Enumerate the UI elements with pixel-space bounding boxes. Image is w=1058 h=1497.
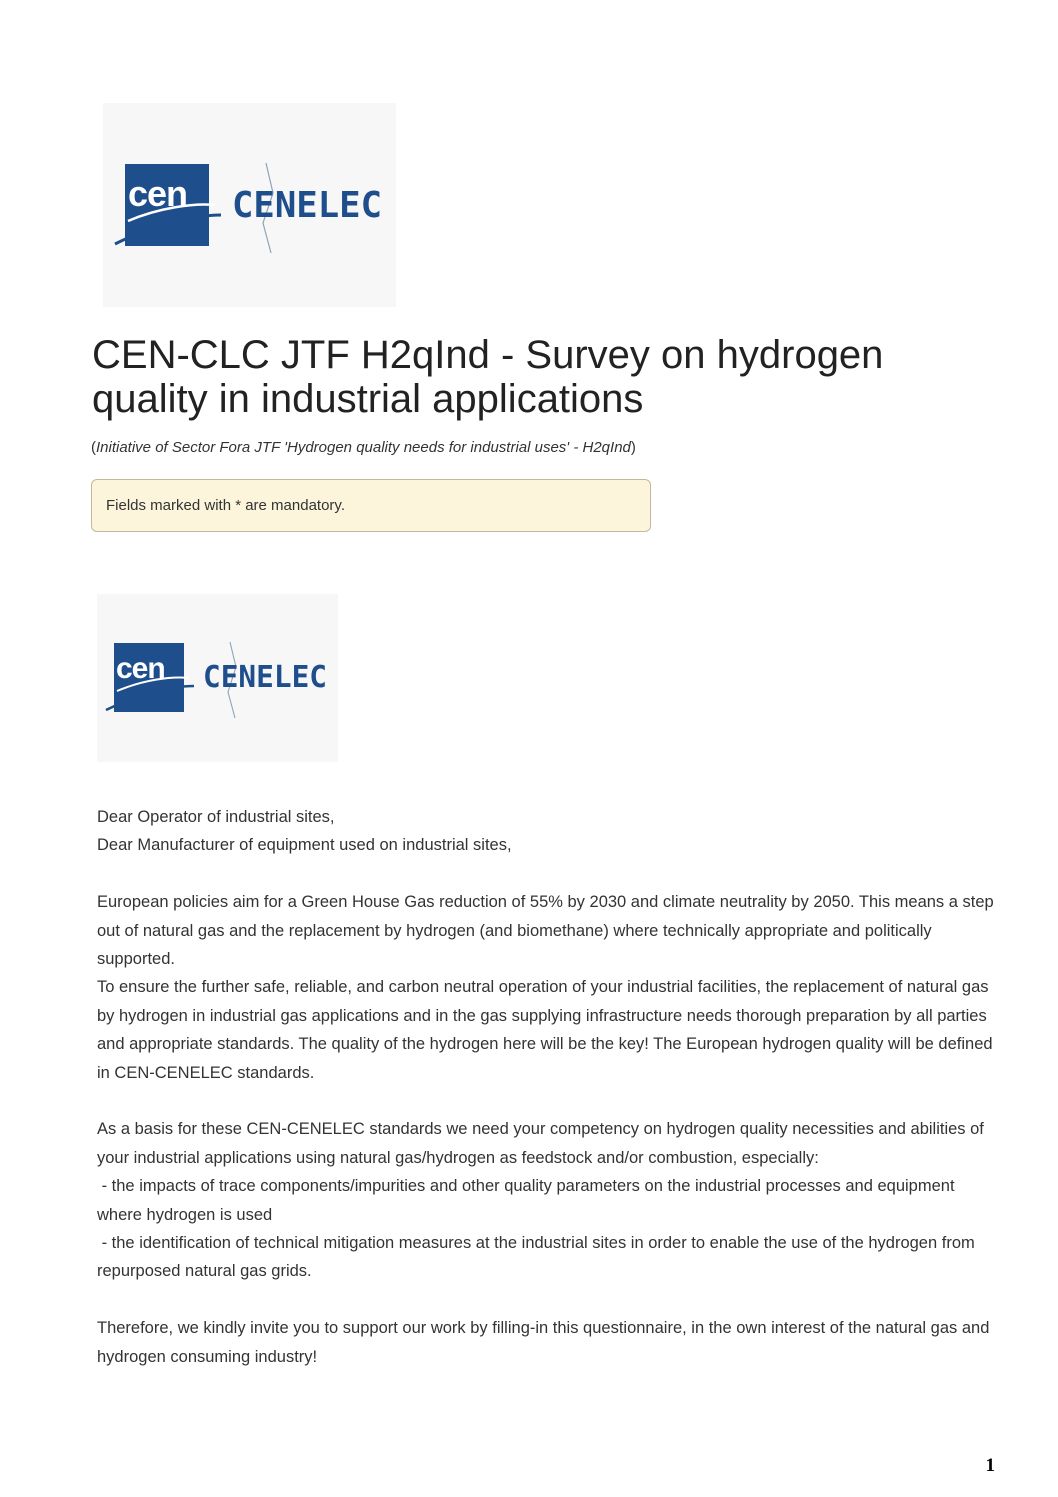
intro-paragraph-policy: European policies aim for a Green House Gas reduction of 55% by 2030 and climate neutrality by 2050. This means a step out of natural gas and the replacement by hydrogen (and biomethane) where technically appropriate and politically supported.: [97, 893, 994, 969]
subtitle-close-paren: ): [630, 439, 636, 456]
cenelec-logo-text: CENELEC: [203, 660, 327, 695]
cen-cenelec-logo-small: [97, 594, 338, 762]
subtitle-text: Initiative of Sector Fora JTF 'Hydrogen quality needs for industrial uses' - H2qInd: [96, 439, 631, 456]
cen-logo-text: cen: [128, 173, 188, 214]
cen-cenelec-logo-graphic: [103, 103, 396, 307]
intro-bullet-impacts: - the impacts of trace components/impurities and other quality parameters on the industrial processes and equipment where hydrogen is used: [97, 1177, 960, 1224]
survey-subtitle: [91, 439, 636, 456]
mandatory-fields-notice: Fields marked with * are mandatory.: [91, 479, 651, 532]
cen-logo-text: cen: [116, 652, 165, 685]
intro-paragraph-invitation: Therefore, we kindly invite you to support our work by filling-in this questionnaire, in the own interest of the natural gas and hydrogen consuming industry!: [97, 1319, 990, 1366]
intro-paragraph-basis: As a basis for these CEN-CENELEC standards we need your competency on hydrogen quality necessities and abilities of your industrial applications using natural gas/hydrogen as feedstock and/or combustion, especially:: [97, 1120, 984, 1167]
cenelec-logo-text: CENELEC: [232, 185, 382, 226]
intro-paragraph-infrastructure: To ensure the further safe, reliable, and carbon neutral operation of your industrial facilities, the replacement of natural gas by hydrogen in industrial gas applications and in the gas supplying infrastructure needs thorough preparation by all parties and appropriate standards. The quality of the hydrogen here will be the key! The European hydrogen quality will be defined in CEN-CENELEC standards.: [97, 978, 993, 1082]
greeting-operators: Dear Operator of industrial sites,: [97, 808, 335, 826]
cen-cenelec-logo: [103, 103, 396, 307]
intro-bullet-mitigation: - the identification of technical mitigation measures at the industrial sites in order to enable the use of the hydrogen from repurposed natural gas grids.: [97, 1234, 980, 1281]
page-title: CEN-CLC JTF H2qInd - Survey on hydrogen quality in industrial applications: [92, 333, 884, 421]
intro-letter: [97, 803, 997, 1371]
page-number: 1: [985, 1455, 995, 1476]
greeting-manufacturers: Dear Manufacturer of equipment used on industrial sites,: [97, 836, 512, 855]
cen-cenelec-logo-small-graphic: [97, 594, 338, 762]
subtitle-open-paren: (: [91, 439, 96, 456]
